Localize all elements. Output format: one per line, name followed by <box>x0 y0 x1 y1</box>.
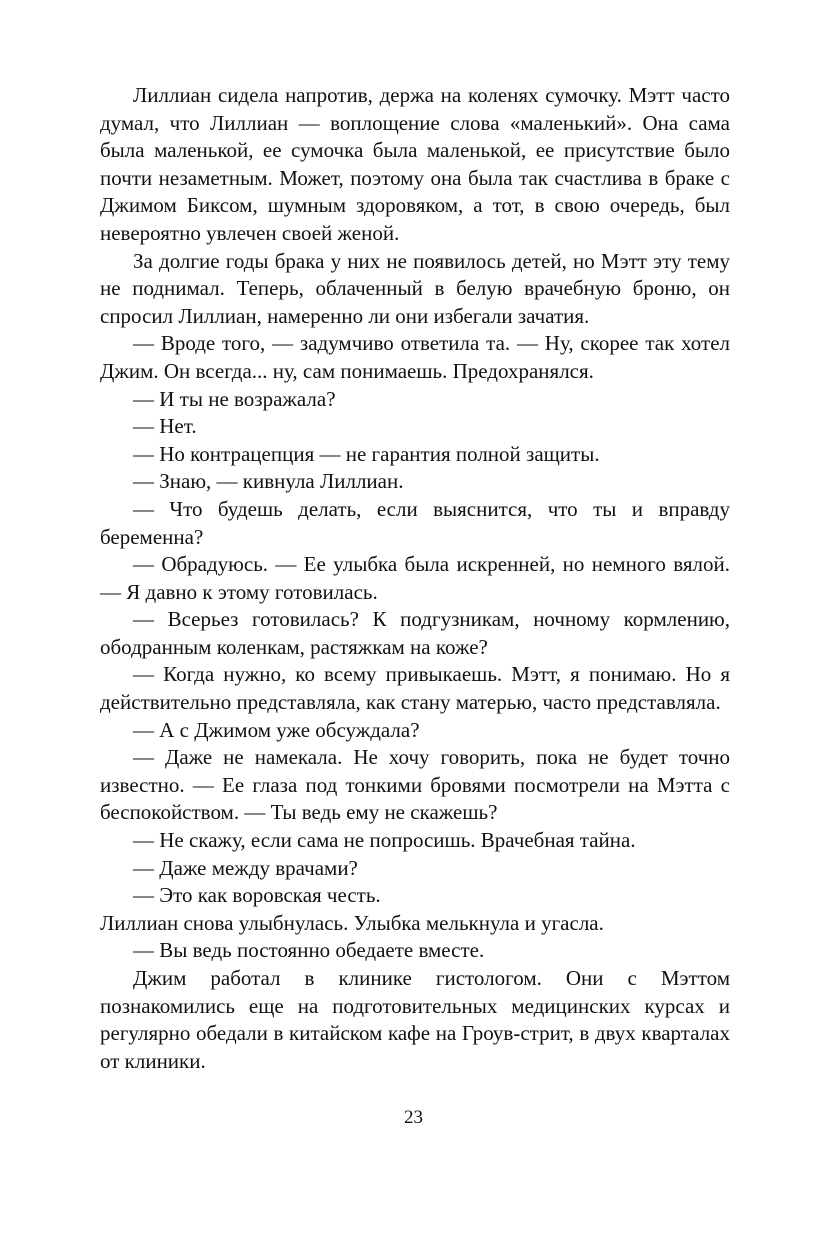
paragraph: — Нет. <box>133 414 197 439</box>
paragraph: — Вы ведь постоянно обедаете вместе. <box>133 938 485 963</box>
paragraph: — И ты не возражала? <box>133 386 336 411</box>
paragraph: — Когда нужно, ко всему привыкаешь. Мэтт, я понимаю. Но я действительно представляла, как стану матерью, часто представляла. <box>100 662 730 715</box>
paragraph: — Что будешь делать, если выяснится, что ты и вправду беременна? <box>100 496 730 549</box>
paragraph: — Но контрацепция — не гарантия полной защиты. <box>133 441 600 466</box>
paragraph: За долгие годы брака у них не появилось детей, но Мэтт эту тему не поднимал. Теперь, облаченный в белую врачебную броню, он спросил Лиллиан, намеренно ли они избегали зачатия. <box>100 248 730 328</box>
paragraph: — А с Джимом уже обсуждала? <box>133 717 420 742</box>
paragraph: — Даже между врачами? <box>133 855 358 880</box>
paragraph: — Всерьез готовилась? К подгузникам, ночному кормлению, ободранным коленкам, растяжкам на коже? <box>100 607 730 659</box>
text-block <box>100 82 730 1075</box>
paragraph: — Не скажу, если сама не попросишь. Врачебная тайна. <box>133 828 636 853</box>
paragraph: — Знаю, — кивнула Лиллиан. <box>133 469 404 494</box>
page-number: 23 <box>404 1107 423 1128</box>
paragraph: Джим работал в клинике гистологом. Они с Мэттом познакомились еще на подготовительных медицинских курсах и регулярно обедали в китайском кафе на Гроув-стрит, в двух кварталах от клиники. <box>100 966 730 1073</box>
paragraph: — Даже не намекала. Не хочу говорить, пока не будет точно известно. — Ее глаза под тонкими бровями посмотрели на Мэтта с беспокойством. — Ты ведь ему не скажешь? <box>100 745 730 825</box>
paragraph: Лиллиан сидела напротив, держа на коленях сумочку. Мэтт часто думал, что Лиллиан — воплощение слова «маленький». Она сама была маленькой, ее сумочка была маленькой, ее присутствие было почти незаметным. Может, поэтому она была так счастлива в браке с Джимом Биксом, шумным здоровяком, а тот, в свою очередь, был невероятно увлечен своей женой. <box>100 83 730 245</box>
paragraph: — Это как воровская честь. <box>133 883 381 908</box>
paragraph: — Вроде того, — задумчиво ответила та. — Ну, скорее так хотел Джим. Он всегда... ну, сам понимаешь. Предохранялся. <box>100 331 730 383</box>
paragraph: — Обрадуюсь. — Ее улыбка была искренней, но немного вялой. — Я давно к этому готовилась. <box>100 552 730 604</box>
paragraph: Лиллиан снова улыбнулась. Улыбка мелькнула и угасла. <box>100 910 604 935</box>
